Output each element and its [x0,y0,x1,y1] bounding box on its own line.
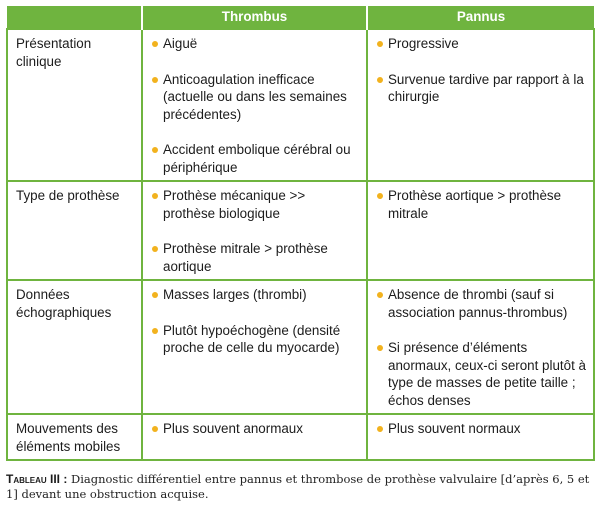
pannus-cell [367,181,594,280]
thrombus-cell [142,414,367,460]
bullet-dot-icon [152,147,158,153]
bullet-dot-icon [152,328,158,334]
list-item: Accident embolique cérébral ou périphérique [151,141,360,176]
bullet-dot-icon [377,292,383,298]
table-row [7,181,594,280]
caption-title: Tableau III : [6,472,68,486]
thrombus-cell [142,29,367,181]
bullet-dot-icon [152,193,158,199]
list-item: Plutôt hypoéchogène (densité proche de celle du myocarde) [151,322,360,357]
bullet-dot-icon [377,345,383,351]
pannus-cell [367,414,594,460]
list-item: Absence de thrombi (sauf si association pannus-thrombus) [376,286,587,321]
bullet-dot-icon [152,292,158,298]
bullet-dot-icon [377,41,383,47]
bullet-dot-icon [152,41,158,47]
header-thrombus: Thrombus [142,6,367,29]
differential-table [6,6,595,461]
pannus-cell [367,280,594,414]
table-header-row [7,6,594,29]
table-row [7,29,594,181]
row-label-presentation: Présentation clinique [7,29,142,181]
list-item: Plus souvent anormaux [151,420,360,438]
list-item: Anticoagulation inefficace (actuelle ou dans les semaines précédentes) [151,71,360,124]
list-item: Progressive [376,35,587,53]
list-item: Prothèse aortique > prothèse mitrale [376,187,587,222]
table-row [7,414,594,460]
row-label-echo-data: Données échographiques [7,280,142,414]
pannus-cell [367,29,594,181]
list-item: Aiguë [151,35,360,53]
list-item: Si présence d’éléments anormaux, ceux-ci seront plutôt à type de masses de petite taille ; échos denses [376,339,587,409]
list-item: Masses larges (thrombi) [151,286,360,304]
bullet-dot-icon [377,193,383,199]
list-item: Prothèse mécanique >> prothèse biologique [151,187,360,222]
header-pannus: Pannus [367,6,594,29]
header-empty [7,6,142,29]
bullet-dot-icon [152,426,158,432]
list-item: Prothèse mitrale > prothèse aortique [151,240,360,275]
list-item: Plus souvent normaux [376,420,587,438]
row-label-prosthesis-type: Type de prothèse [7,181,142,280]
bullet-dot-icon [152,246,158,252]
caption-text: Diagnostic différentiel entre pannus et thrombose de prothèse valvulaire [d’après 6, 5 et 1] devant une obstruction acquise. [6,472,590,501]
table-row [7,280,594,414]
thrombus-cell [142,181,367,280]
list-item: Survenue tardive par rapport à la chirurgie [376,71,587,106]
bullet-dot-icon [377,426,383,432]
bullet-dot-icon [377,77,383,83]
table-caption [6,472,594,502]
bullet-dot-icon [152,77,158,83]
row-label-mobile-elements: Mouvements des éléments mobiles [7,414,142,460]
thrombus-cell [142,280,367,414]
